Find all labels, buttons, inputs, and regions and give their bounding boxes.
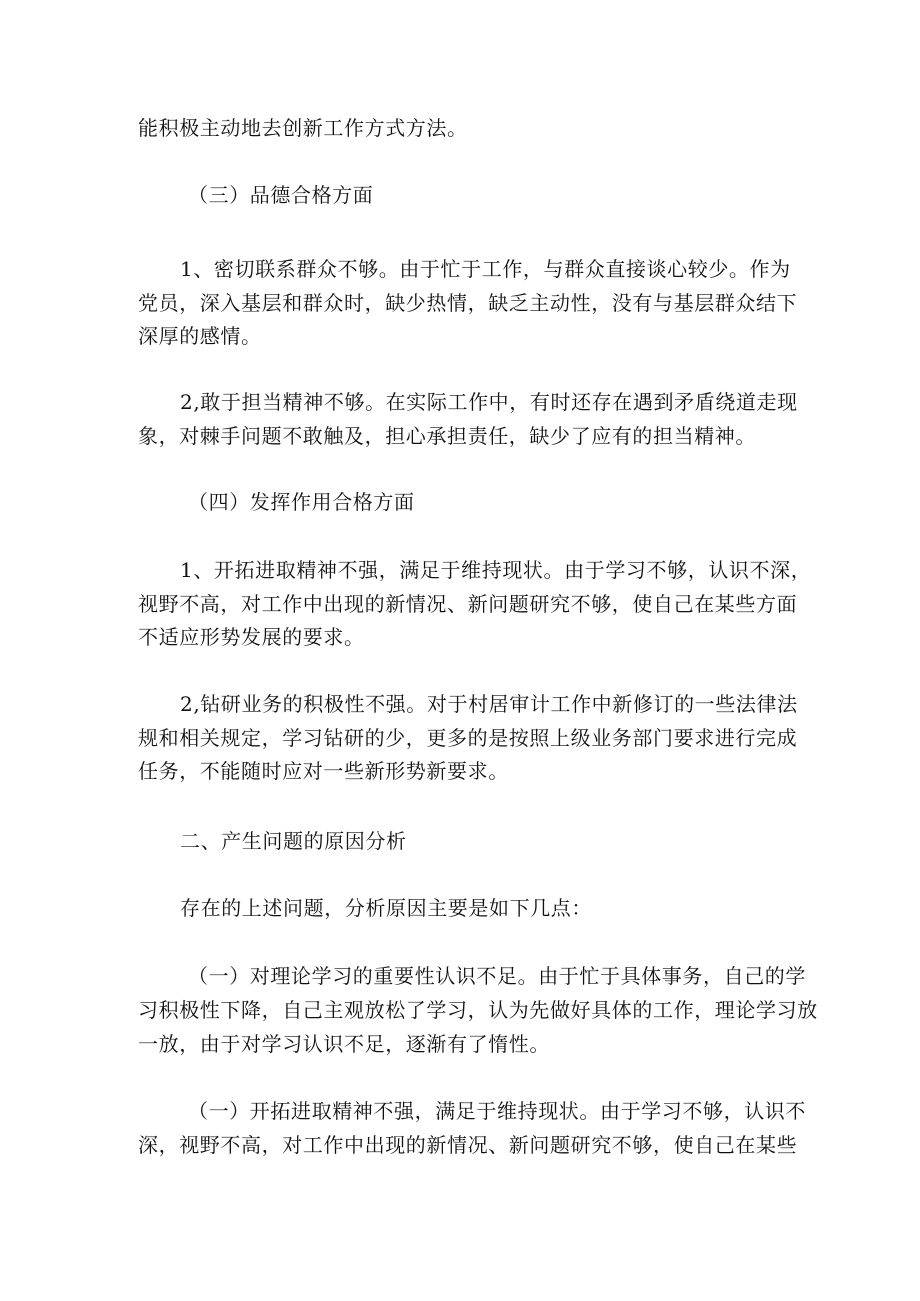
paragraph-line: 不适应形势发展的要求。: [138, 625, 365, 649]
paragraph-line: 习积极性下降，自己主观放松了学习，认为先做好具体的工作，理论学习放: [138, 998, 818, 1022]
section-heading: 二、产生问题的原因分析: [180, 829, 407, 853]
paragraph-line: 规和相关规定，学习钻研的少，更多的是按照上级业务部门要求进行完成: [138, 726, 798, 750]
paragraph-line: 2,敢于担当精神不够。在实际工作中，有时还存在遇到矛盾绕道走现: [180, 390, 798, 414]
section-heading: （三）品德合格方面: [188, 183, 374, 207]
paragraph-line: 任务，不能随时应对一些新形势新要求。: [138, 759, 509, 783]
paragraph-line: 深，视野不高，对工作中出现的新情况、新问题研究不够，使自己在某些: [138, 1133, 798, 1157]
paragraph-line: 深厚的感情。: [138, 324, 262, 348]
paragraph-line: 存在的上述问题，分析原因主要是如下几点：: [180, 896, 592, 920]
section-heading: （四）发挥作用合格方面: [188, 490, 415, 514]
paragraph-line: 象，对棘手问题不敢触及，担心承担责任，缺少了应有的担当精神。: [138, 424, 756, 448]
paragraph-line: 2,钻研业务的积极性不强。对于村居审计工作中新修订的一些法律法: [180, 692, 798, 716]
paragraph-line: （一）对理论学习的重要性认识不足。由于忙于具体事务，自己的学: [188, 964, 806, 988]
paragraph-line: 1、开拓进取精神不强，满足于维持现状。由于学习不够，认识不深，: [180, 558, 812, 582]
paragraph-line: 一放，由于对学习认识不足，逐渐有了惰性。: [138, 1032, 550, 1056]
paragraph-line: 视野不高，对工作中出现的新情况、新问题研究不够，使自己在某些方面: [138, 592, 798, 616]
paragraph-line: 党员，深入基层和群众时，缺少热情，缺乏主动性，没有与基层群众结下: [138, 291, 798, 315]
paragraph-line: 1、密切联系群众不够。由于忙于工作，与群众直接谈心较少。作为: [180, 257, 791, 281]
paragraph-line: （一）开拓进取精神不强，满足于维持现状。由于学习不够，认识不: [188, 1099, 806, 1123]
paragraph-line: 能积极主动地去创新工作方式方法。: [138, 116, 468, 140]
